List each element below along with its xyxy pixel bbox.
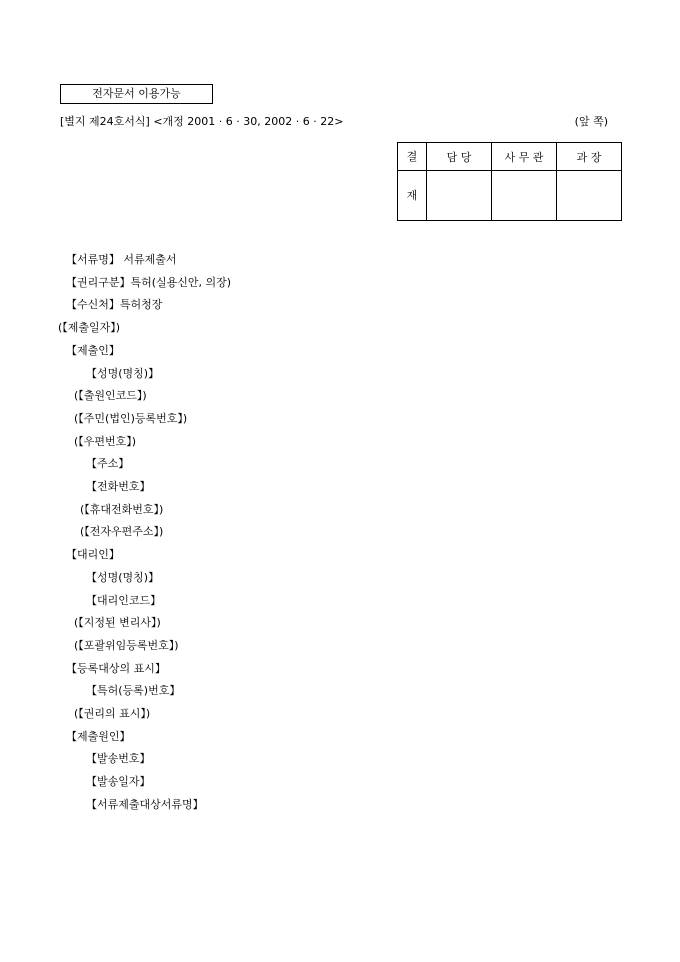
form-field-item: 【대리인】 [66,548,120,561]
form-field-item: 【서류명】 서류제출서 [66,253,177,266]
form-field-item: (【전자우편주소】) [80,525,164,538]
form-field-item: 【발송일자】 [86,775,151,788]
approval-side-bottom: 재 [398,171,427,221]
form-field-item: 【발송번호】 [86,752,151,765]
form-field-item: 【주소】 [86,457,130,470]
form-field-item: (【포괄위임등록번호】) [74,639,179,652]
form-field-item: 【권리구분】특허(실용신안, 의장) [66,276,232,289]
approval-sign-staff[interactable] [427,171,492,221]
form-field-item: (【지정된 변리사】) [74,616,161,629]
approval-table [397,142,622,221]
form-field-item: (【제출일자】) [58,321,121,334]
form-field-item: (【휴대전화번호】) [80,503,164,516]
form-field-item: 【성명(명칭)】 [86,571,160,584]
form-field-item: 【대리인코드】 [86,594,162,607]
approval-header-chief: 과 장 [557,143,622,171]
form-field-item: 【특허(등록)번호】 [86,684,181,697]
form-reference: [별지 제24호서식] <개정 2001 · 6 · 30, 2002 · 6 · 22> [60,115,344,128]
form-field-item: (【권리의 표시】) [74,707,151,720]
approval-side-top: 결 [398,143,427,171]
form-field-item: 【제출원인】 [66,730,131,743]
form-field-item: 【수신처】특허청장 [66,298,163,311]
form-field-item: 【서류제출대상서류명】 [86,798,204,811]
form-field-item: (【출원인코드】) [74,389,147,402]
approval-sign-officer[interactable] [492,171,557,221]
approval-header-officer: 사 무 관 [492,143,557,171]
form-field-item: 【전화번호】 [86,480,151,493]
approval-header-staff: 담 당 [427,143,492,171]
form-field-item: 【제출인】 [66,344,120,357]
page-side-label: (앞 쪽) [574,115,608,128]
form-reference-line [60,114,608,130]
approval-sign-chief[interactable] [557,171,622,221]
form-field-item: (【우편번호】) [74,435,137,448]
form-field-item: (【주민(법인)등록번호】) [74,412,188,425]
electronic-document-badge: 전자문서 이용가능 [60,84,213,104]
form-field-item: 【등록대상의 표시】 [66,662,166,675]
form-field-item: 【성명(명칭)】 [86,367,160,380]
